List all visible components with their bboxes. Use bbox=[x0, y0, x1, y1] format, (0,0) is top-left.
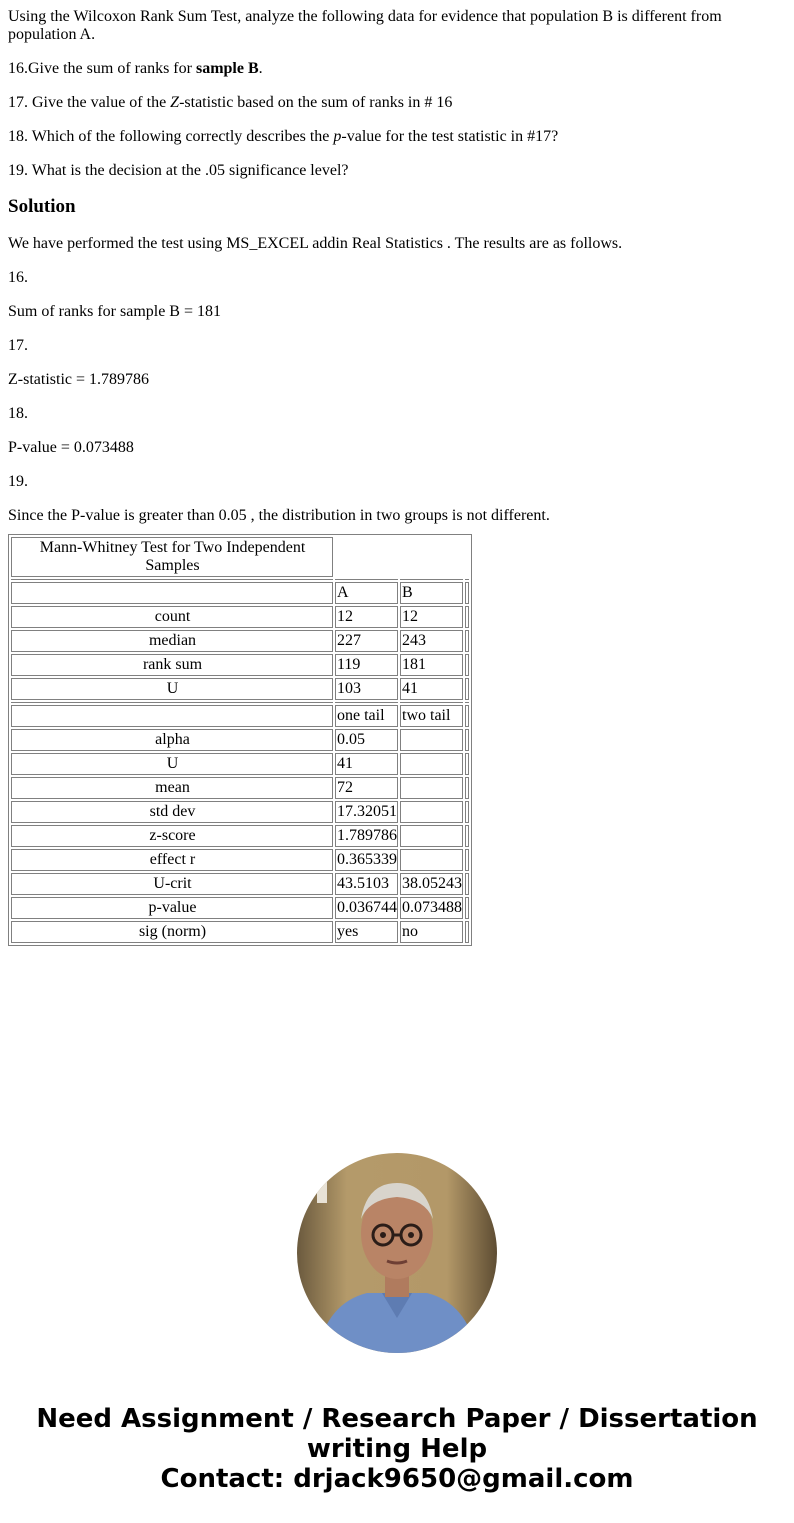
answer-18-number: 18. bbox=[8, 405, 28, 422]
separator-cell bbox=[465, 579, 469, 580]
table-row bbox=[11, 849, 469, 871]
table-row bbox=[11, 897, 469, 919]
pad-cell bbox=[465, 849, 469, 871]
solution-intro: We have performed the test using MS_EXCEL addin Real Statistics . The results are as follows. bbox=[8, 235, 623, 252]
value-cell: 43.5103 bbox=[335, 873, 398, 895]
table-row bbox=[11, 606, 469, 628]
table-title-row bbox=[11, 537, 469, 577]
table-row bbox=[11, 921, 469, 943]
value-cell: 0.073488 bbox=[400, 897, 463, 919]
row-label: count bbox=[11, 606, 333, 628]
pad-cell bbox=[465, 705, 469, 727]
separator-cell bbox=[11, 579, 333, 580]
table-header-row bbox=[11, 705, 469, 727]
pad-cell bbox=[465, 801, 469, 823]
value-cell: 243 bbox=[400, 630, 463, 652]
table-row bbox=[11, 678, 469, 700]
value-cell bbox=[400, 777, 463, 799]
value-cell: A bbox=[335, 582, 398, 604]
banner-line-3: Contact: drjack9650@gmail.com bbox=[160, 1464, 634, 1494]
separator-cell bbox=[400, 702, 463, 703]
table-row bbox=[11, 801, 469, 823]
help-banner bbox=[0, 1404, 794, 1494]
separator-cell bbox=[335, 579, 398, 580]
pad-cell bbox=[465, 825, 469, 847]
value-cell: one tail bbox=[335, 705, 398, 727]
banner-line-1: Need Assignment / Research Paper / Dissertation bbox=[36, 1404, 758, 1434]
value-cell bbox=[400, 729, 463, 751]
author-photo-icon bbox=[297, 1153, 497, 1353]
table-separator bbox=[11, 702, 469, 703]
value-cell: 181 bbox=[400, 654, 463, 676]
value-cell: 12 bbox=[400, 606, 463, 628]
row-label: effect r bbox=[11, 849, 333, 871]
table-header-row bbox=[11, 582, 469, 604]
pad-cell bbox=[465, 921, 469, 943]
row-label: median bbox=[11, 630, 333, 652]
value-cell: B bbox=[400, 582, 463, 604]
value-cell: 41 bbox=[400, 678, 463, 700]
value-cell bbox=[400, 825, 463, 847]
value-cell: 1.789786 bbox=[335, 825, 398, 847]
answer-19-number: 19. bbox=[8, 473, 28, 490]
answer-16-number: 16. bbox=[8, 269, 28, 286]
mann-whitney-table bbox=[8, 534, 472, 946]
table-row bbox=[11, 825, 469, 847]
pad-cell bbox=[465, 630, 469, 652]
value-cell: 38.05243 bbox=[400, 873, 463, 895]
value-cell: 103 bbox=[335, 678, 398, 700]
pad-cell bbox=[465, 753, 469, 775]
answer-17: Z-statistic = 1.789786 bbox=[8, 371, 150, 388]
question-intro: Using the Wilcoxon Rank Sum Test, analyze the following data for evidence that population B is different from population A. bbox=[8, 8, 722, 43]
table-row bbox=[11, 873, 469, 895]
separator-cell bbox=[335, 702, 398, 703]
banner-line-2: writing Help bbox=[306, 1434, 488, 1464]
row-label: U bbox=[11, 678, 333, 700]
answer-18: P-value = 0.073488 bbox=[8, 439, 134, 456]
row-label: alpha bbox=[11, 729, 333, 751]
pad-cell bbox=[465, 678, 469, 700]
value-cell: no bbox=[400, 921, 463, 943]
row-label: rank sum bbox=[11, 654, 333, 676]
pad-cell bbox=[465, 897, 469, 919]
table-row bbox=[11, 753, 469, 775]
question-18: 18. Which of the following correctly describes the p-value for the test statistic in #17? bbox=[8, 128, 559, 145]
value-cell bbox=[400, 801, 463, 823]
value-cell: 17.32051 bbox=[335, 801, 398, 823]
pad-cell bbox=[465, 729, 469, 751]
pad-cell bbox=[465, 654, 469, 676]
row-label: std dev bbox=[11, 801, 333, 823]
row-label: sig (norm) bbox=[11, 921, 333, 943]
value-cell: 72 bbox=[335, 777, 398, 799]
value-cell: yes bbox=[335, 921, 398, 943]
value-cell bbox=[400, 753, 463, 775]
separator-cell bbox=[400, 579, 463, 580]
question-16: 16.Give the sum of ranks for sample B. bbox=[8, 60, 263, 77]
row-label bbox=[11, 582, 333, 604]
value-cell: 41 bbox=[335, 753, 398, 775]
value-cell: 0.036744 bbox=[335, 897, 398, 919]
table-row bbox=[11, 777, 469, 799]
value-cell: two tail bbox=[400, 705, 463, 727]
question-19: 19. What is the decision at the .05 significance level? bbox=[8, 162, 349, 179]
pad-cell bbox=[465, 777, 469, 799]
answer-19: Since the P-value is greater than 0.05 , the distribution in two groups is not different. bbox=[8, 507, 550, 524]
table-row bbox=[11, 630, 469, 652]
row-label: U-crit bbox=[11, 873, 333, 895]
row-label: p-value bbox=[11, 897, 333, 919]
author-avatar bbox=[297, 1153, 497, 1353]
pad-cell bbox=[465, 873, 469, 895]
answer-16: Sum of ranks for sample B = 181 bbox=[8, 303, 221, 320]
value-cell: 12 bbox=[335, 606, 398, 628]
question-17: 17. Give the value of the Z-statistic based on the sum of ranks in # 16 bbox=[8, 94, 453, 111]
pad-cell bbox=[465, 606, 469, 628]
row-label: z-score bbox=[11, 825, 333, 847]
solution-heading: Solution bbox=[8, 196, 76, 217]
value-cell bbox=[400, 849, 463, 871]
value-cell: 119 bbox=[335, 654, 398, 676]
row-label bbox=[11, 705, 333, 727]
row-label: mean bbox=[11, 777, 333, 799]
pad-cell bbox=[465, 582, 469, 604]
value-cell: 0.365339 bbox=[335, 849, 398, 871]
row-label: U bbox=[11, 753, 333, 775]
answer-17-number: 17. bbox=[8, 337, 28, 354]
table-title: Mann-Whitney Test for Two Independent Samples bbox=[11, 537, 333, 577]
value-cell: 227 bbox=[335, 630, 398, 652]
value-cell: 0.05 bbox=[335, 729, 398, 751]
table-row bbox=[11, 729, 469, 751]
separator-cell bbox=[11, 702, 333, 703]
table-row bbox=[11, 654, 469, 676]
separator-cell bbox=[465, 702, 469, 703]
table-separator bbox=[11, 579, 469, 580]
